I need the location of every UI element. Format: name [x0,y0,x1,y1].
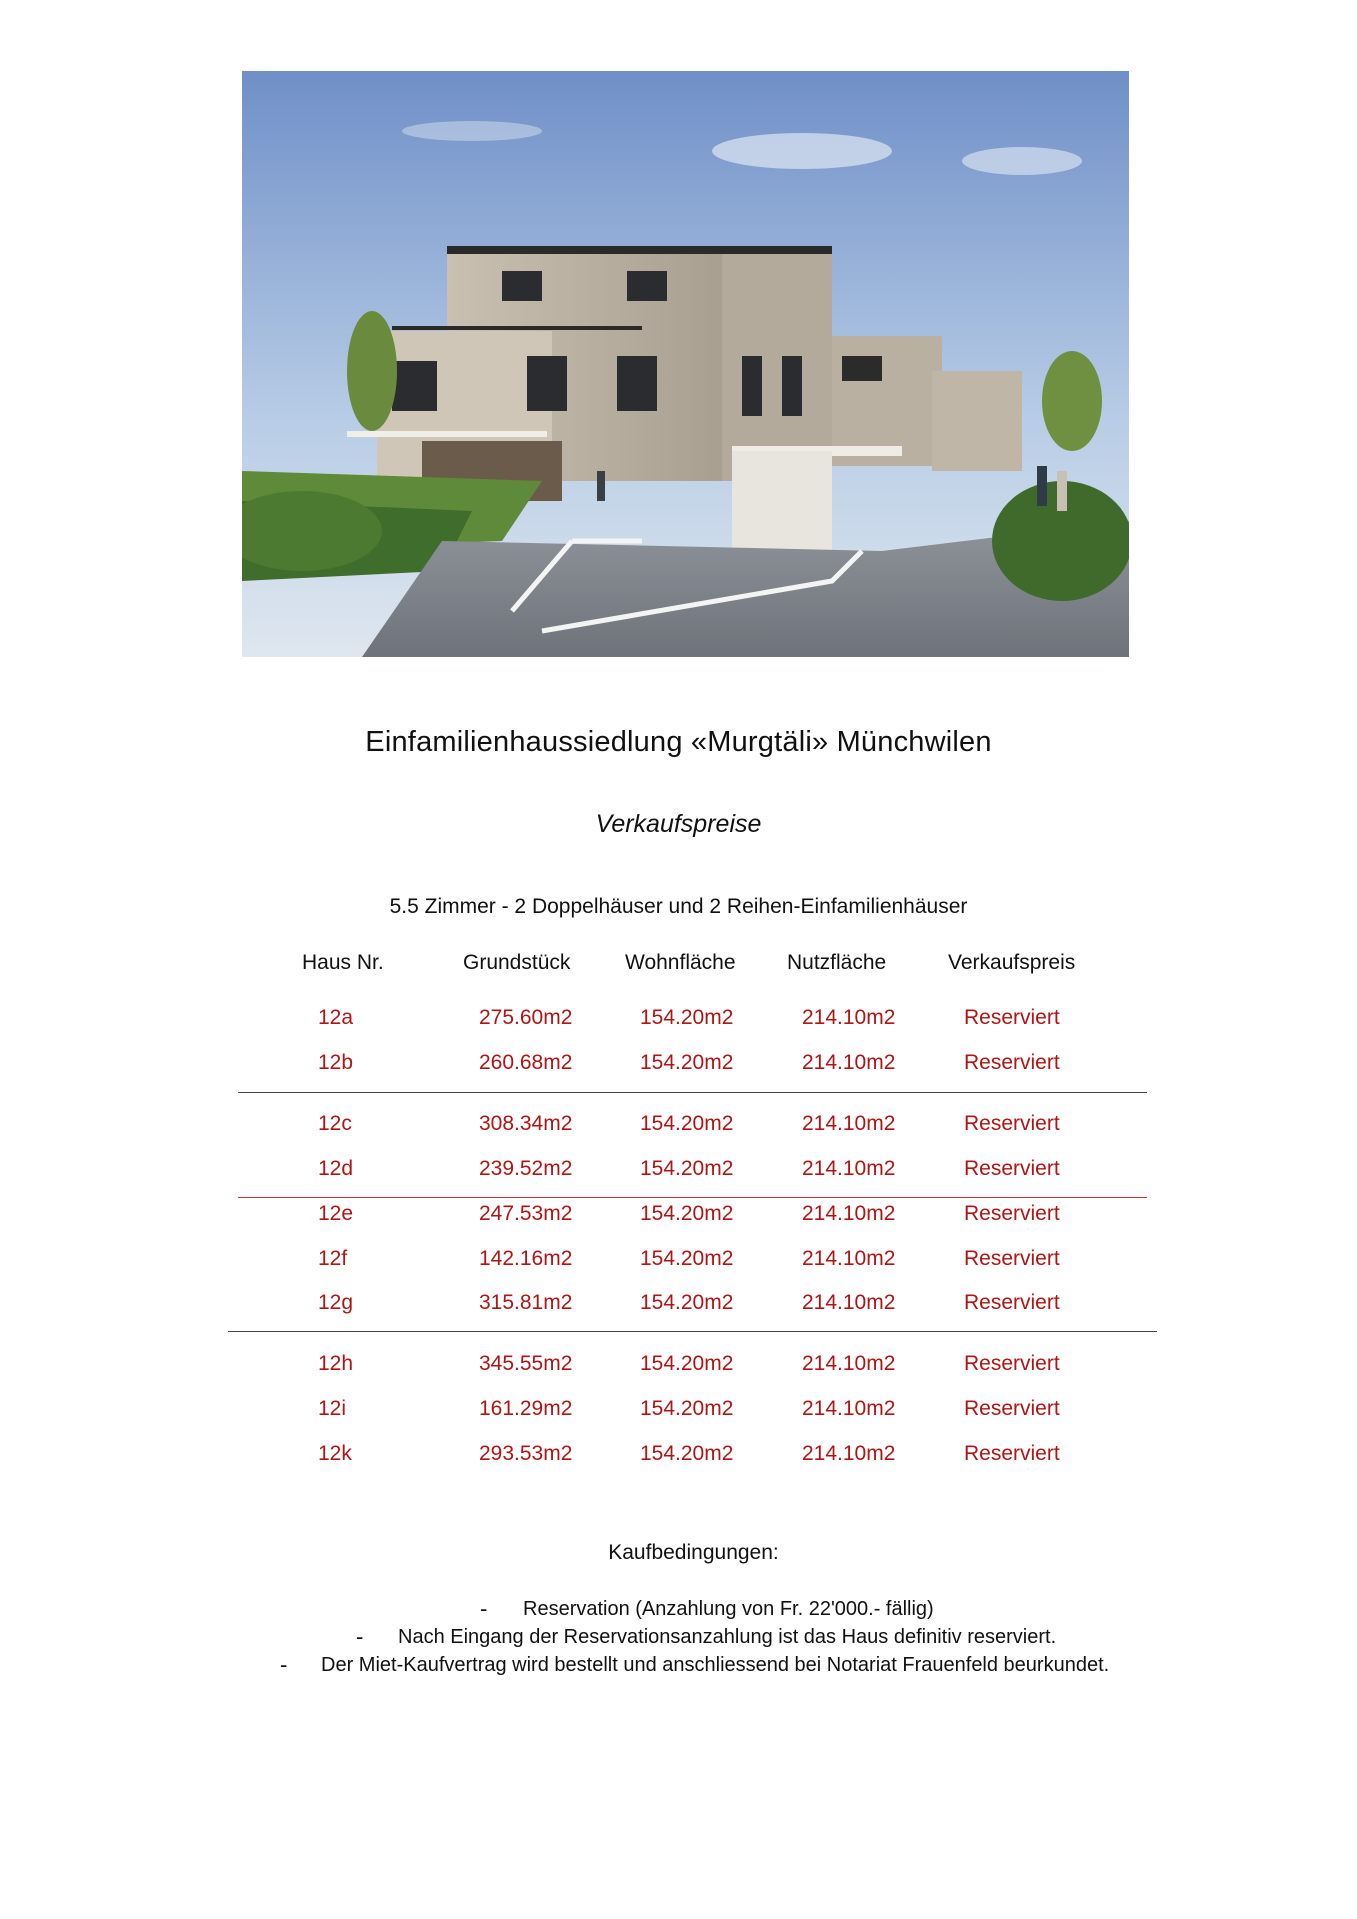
col-header-wohnflaeche: Wohnfläche [625,951,736,974]
table-cell-grundstueck: 275.60m2 [479,1006,573,1029]
table-cell-wohnflaeche: 154.20m2 [640,1352,734,1375]
group-separator [228,1331,1157,1332]
table-cell-grundstueck: 142.16m2 [479,1247,573,1270]
table-cell-nutzflaeche: 214.10m2 [802,1442,896,1465]
table-cell-grundstueck: 161.29m2 [479,1397,573,1420]
bullet-dash: - [480,1596,488,1621]
table-cell-haus: 12e [318,1202,354,1225]
table-cell-verkaufspreis: Reserviert [964,1006,1060,1029]
table-cell-nutzflaeche: 214.10m2 [802,1157,896,1180]
table-cell-nutzflaeche: 214.10m2 [802,1112,896,1135]
condition-item: Der Miet-Kaufvertrag wird bestellt und anschliessend bei Notariat Frauenfeld beurkundet. [321,1654,1110,1676]
table-cell-verkaufspreis: Reserviert [964,1442,1060,1465]
table-cell-wohnflaeche: 154.20m2 [640,1397,734,1420]
table-cell-haus: 12c [318,1112,352,1135]
table-cell-grundstueck: 293.53m2 [479,1442,573,1465]
page-title: Einfamilienhaussiedlung «Murgtäli» Münchwilen [365,726,992,758]
table-cell-nutzflaeche: 214.10m2 [802,1397,896,1420]
house-rendering-image [242,71,1129,657]
table-cell-verkaufspreis: Reserviert [964,1247,1060,1270]
table-cell-wohnflaeche: 154.20m2 [640,1112,734,1135]
house-rendering-svg [242,71,1129,657]
table-cell-haus: 12i [318,1397,347,1420]
table-cell-haus: 12d [318,1157,354,1180]
table-cell-nutzflaeche: 214.10m2 [802,1291,896,1314]
table-cell-haus: 12a [318,1006,354,1029]
table-cell-verkaufspreis: Reserviert [964,1291,1060,1314]
kaufbedingungen-heading: Kaufbedingungen: [608,1541,779,1564]
table-cell-wohnflaeche: 154.20m2 [640,1157,734,1180]
table-cell-nutzflaeche: 214.10m2 [802,1247,896,1270]
col-header-verkaufspreis: Verkaufspreis [948,951,1076,974]
table-cell-nutzflaeche: 214.10m2 [802,1202,896,1225]
table-cell-haus: 12g [318,1291,354,1314]
table-cell-wohnflaeche: 154.20m2 [640,1291,734,1314]
table-cell-nutzflaeche: 214.10m2 [802,1006,896,1029]
group-separator [238,1197,1147,1198]
col-header-haus-nr: Haus Nr. [302,951,384,974]
group-heading: 5.5 Zimmer - 2 Doppelhäuser und 2 Reihen-Einfamilienhäuser [389,895,968,918]
condition-item: Nach Eingang der Reservationsanzahlung ist das Haus definitiv reserviert. [398,1626,1057,1648]
bullet-dash: - [280,1652,288,1677]
table-cell-haus: 12b [318,1051,354,1074]
col-header-grundstueck: Grundstück [463,951,571,974]
table-cell-haus: 12f [318,1247,348,1270]
table-cell-wohnflaeche: 154.20m2 [640,1202,734,1225]
table-cell-verkaufspreis: Reserviert [964,1352,1060,1375]
table-cell-verkaufspreis: Reserviert [964,1051,1060,1074]
table-cell-grundstueck: 345.55m2 [479,1352,573,1375]
bullet-dash: - [356,1624,364,1649]
condition-item: Reservation (Anzahlung von Fr. 22'000.- fällig) [523,1598,934,1620]
group-separator [238,1092,1147,1093]
table-cell-grundstueck: 308.34m2 [479,1112,573,1135]
table-cell-wohnflaeche: 154.20m2 [640,1051,734,1074]
table-cell-grundstueck: 247.53m2 [479,1202,573,1225]
table-cell-grundstueck: 260.68m2 [479,1051,573,1074]
table-cell-nutzflaeche: 214.10m2 [802,1051,896,1074]
table-cell-verkaufspreis: Reserviert [964,1112,1060,1135]
page-subtitle: Verkaufspreise [595,810,762,838]
table-cell-wohnflaeche: 154.20m2 [640,1006,734,1029]
table-cell-haus: 12k [318,1442,352,1465]
table-cell-verkaufspreis: Reserviert [964,1397,1060,1420]
table-cell-wohnflaeche: 154.20m2 [640,1247,734,1270]
table-cell-nutzflaeche: 214.10m2 [802,1352,896,1375]
col-header-nutzflaeche: Nutzfläche [787,951,887,974]
table-cell-verkaufspreis: Reserviert [964,1157,1060,1180]
table-cell-wohnflaeche: 154.20m2 [640,1442,734,1465]
table-cell-haus: 12h [318,1352,354,1375]
table-cell-verkaufspreis: Reserviert [964,1202,1060,1225]
table-cell-grundstueck: 315.81m2 [479,1291,573,1314]
table-cell-grundstueck: 239.52m2 [479,1157,573,1180]
